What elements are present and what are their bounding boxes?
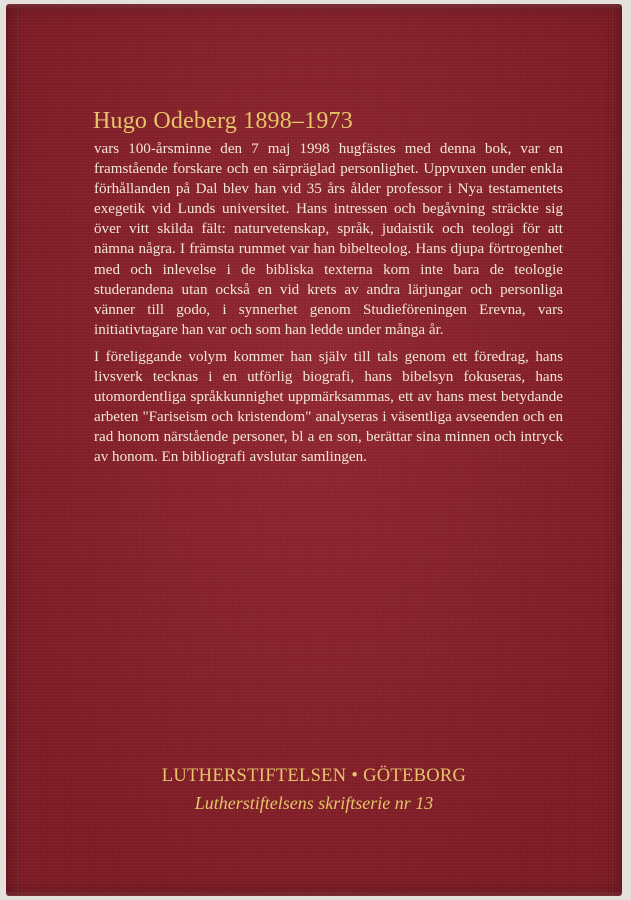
series-title: Lutherstiftelsens skriftserie nr 13 [194,793,434,813]
cover-edge-top [6,4,622,10]
cover-edge-bottom [6,890,622,896]
cover-heading: Hugo Odeberg 1898–1973 [93,108,353,134]
blurb-text [94,139,563,468]
book-back-cover [6,4,622,896]
cover-hinge-right [611,4,614,896]
blurb-paragraph-2: I föreliggande volym kommer han själv till tals genom ett föredrag, hans livsverk tecknas i en utförlig biografi, hans bibelsyn fokuseras, hans utomordentliga språkkunnighet uppmärksammas, ett av hans mest betydande arbeten "Fariseism och kristendom" analyseras i väsentliga avseenden och en rad honom närstående personer, bl a en son, berättar sina minnen och intryck av honom. En bibliografi avslutar samlingen. [94,348,563,466]
blurb-paragraph-1: vars 100-årsminne den 7 maj 1998 hugfästes med denna bok, var en framstående forskare och en särpräglad personlighet. Uppvuxen under enkla förhållanden på Dal blev han vid 35 års ålder professor i Nya testamentets exegetik vid Lunds universitet. Hans intressen och begåvning sträckte sig över vitt skilda fält: naturvetenskap, språk, judaistik och teologi för att nämna några. I främsta rummet var han bibelteolog. Hans djupa förtrogenhet med och inlevelse i de bibliska texterna kom inte bara de teologie studerandena utan också en vid krets av andra lärjungar och personliga vänner till godo, i synnerhet genom Studieföreningen Erevna, vars initiativtagare han var och som han ledde under många år. [94,141,563,338]
publisher-name: LUTHERSTIFTELSEN • GÖTEBORG [161,766,467,786]
cover-hinge-left [16,4,19,896]
